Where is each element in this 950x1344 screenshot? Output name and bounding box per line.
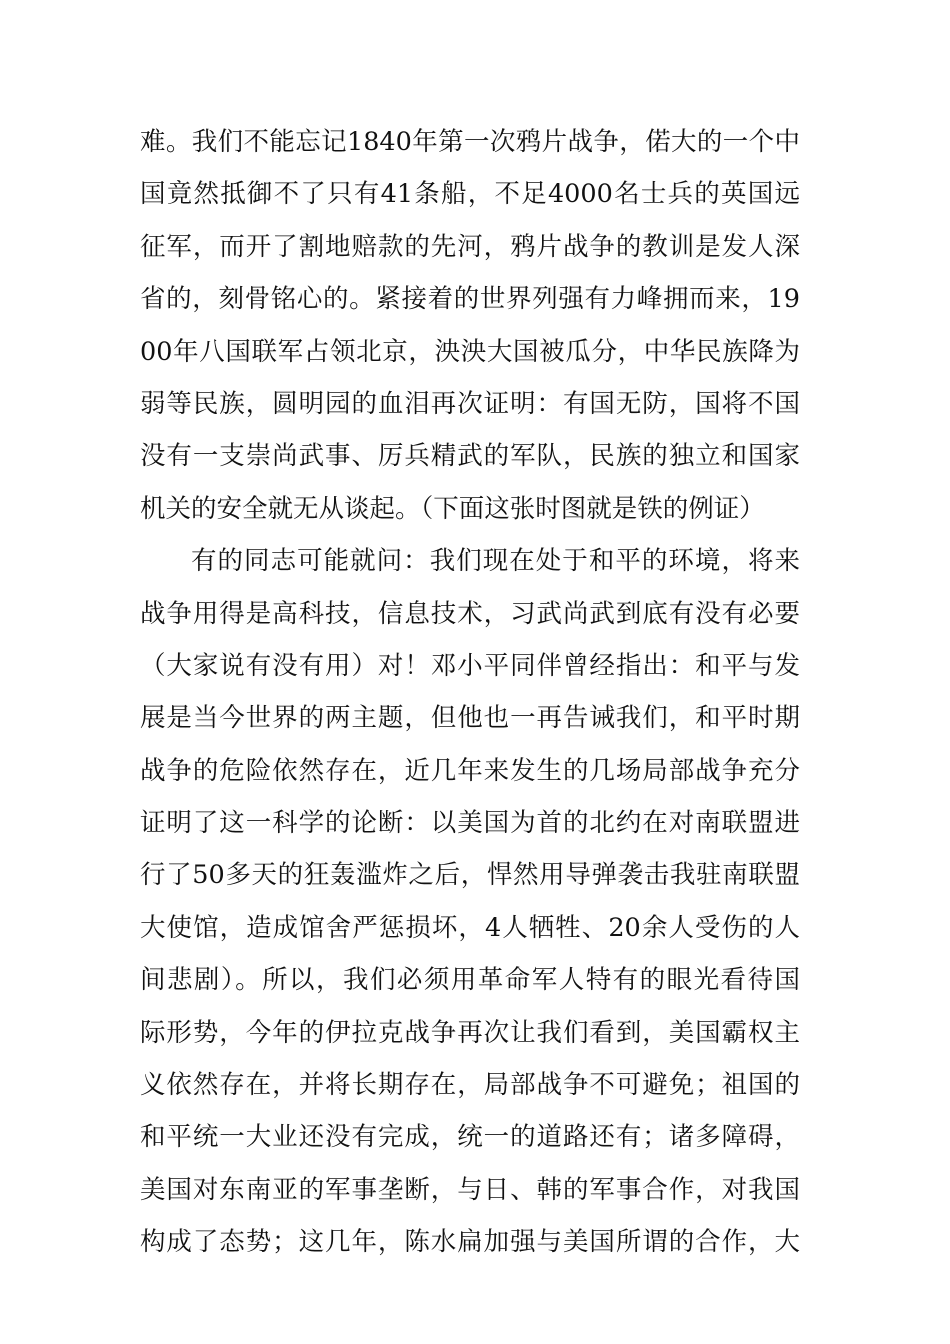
text-line: 难。我们不能忘记1840年第一次鸦片战争，偌大的一个中 <box>140 127 800 157</box>
text-line: 有的同志可能就问：我们现在处于和平的环境，将来 <box>191 546 800 577</box>
text-line: 间悲剧）。所以，我们必须用革命军人特有的眼光看待国 <box>140 965 800 996</box>
text-line: 行了50多天的狂轰滥炸之后，悍然用导弹袭击我驻南联盟 <box>140 860 800 891</box>
text-line: 弱等民族，圆明园的血泪再次证明：有国无防，国将不国 <box>140 388 800 419</box>
text-line: 省的，刻骨铭心的。紧接着的世界列强有力峰拥而来，19 <box>140 284 800 315</box>
text-line: 际形势，今年的伊拉克战争再次让我们看到，美国霸权主 <box>140 1017 800 1048</box>
text-line: 没有一支崇尚武事、厉兵精武的军队，民族的独立和国家 <box>140 441 800 472</box>
text-line: 和平统一大业还没有完成，统一的道路还有；诸多障碍， <box>140 1122 800 1153</box>
text-line: 国竟然抵御不了只有41条船，不足4000名士兵的英国远 <box>140 179 800 210</box>
text-line: 义依然存在，并将长期存在，局部战争不可避免；祖国的 <box>140 1070 800 1101</box>
text-line: 机关的安全就无从谈起。（下面这张时图就是铁的例证） <box>140 493 765 524</box>
text-line: 战争用得是高科技，信息技术，习武尚武到底有没有必要 <box>140 598 800 629</box>
paragraph <box>140 116 800 535</box>
body-text <box>140 116 800 1269</box>
text-line: 大使馆，造成馆舍严惩损坏，4人牺牲、20余人受伤的人 <box>140 912 800 943</box>
text-line: （大家说有没有用）对！邓小平同伴曾经指出：和平与发 <box>140 650 800 681</box>
text-line: 00年八国联军占领北京，泱泱大国被瓜分，中华民族降为 <box>140 336 800 367</box>
paragraph <box>140 535 800 1268</box>
text-line: 战争的危险依然存在，近几年来发生的几场局部战争充分 <box>140 755 800 786</box>
text-line: 构成了态势；这几年，陈水扁加强与美国所谓的合作，大 <box>140 1227 800 1258</box>
text-line: 征军，而开了割地赔款的先河，鸦片战争的教训是发人深 <box>140 231 800 262</box>
text-line: 证明了这一科学的论断：以美国为首的北约在对南联盟进 <box>140 808 800 839</box>
text-line: 美国对东南亚的军事垄断，与日、韩的军事合作，对我国 <box>140 1174 800 1205</box>
text-line: 展是当今世界的两主题，但他也一再告诫我们，和平时期 <box>140 703 800 734</box>
